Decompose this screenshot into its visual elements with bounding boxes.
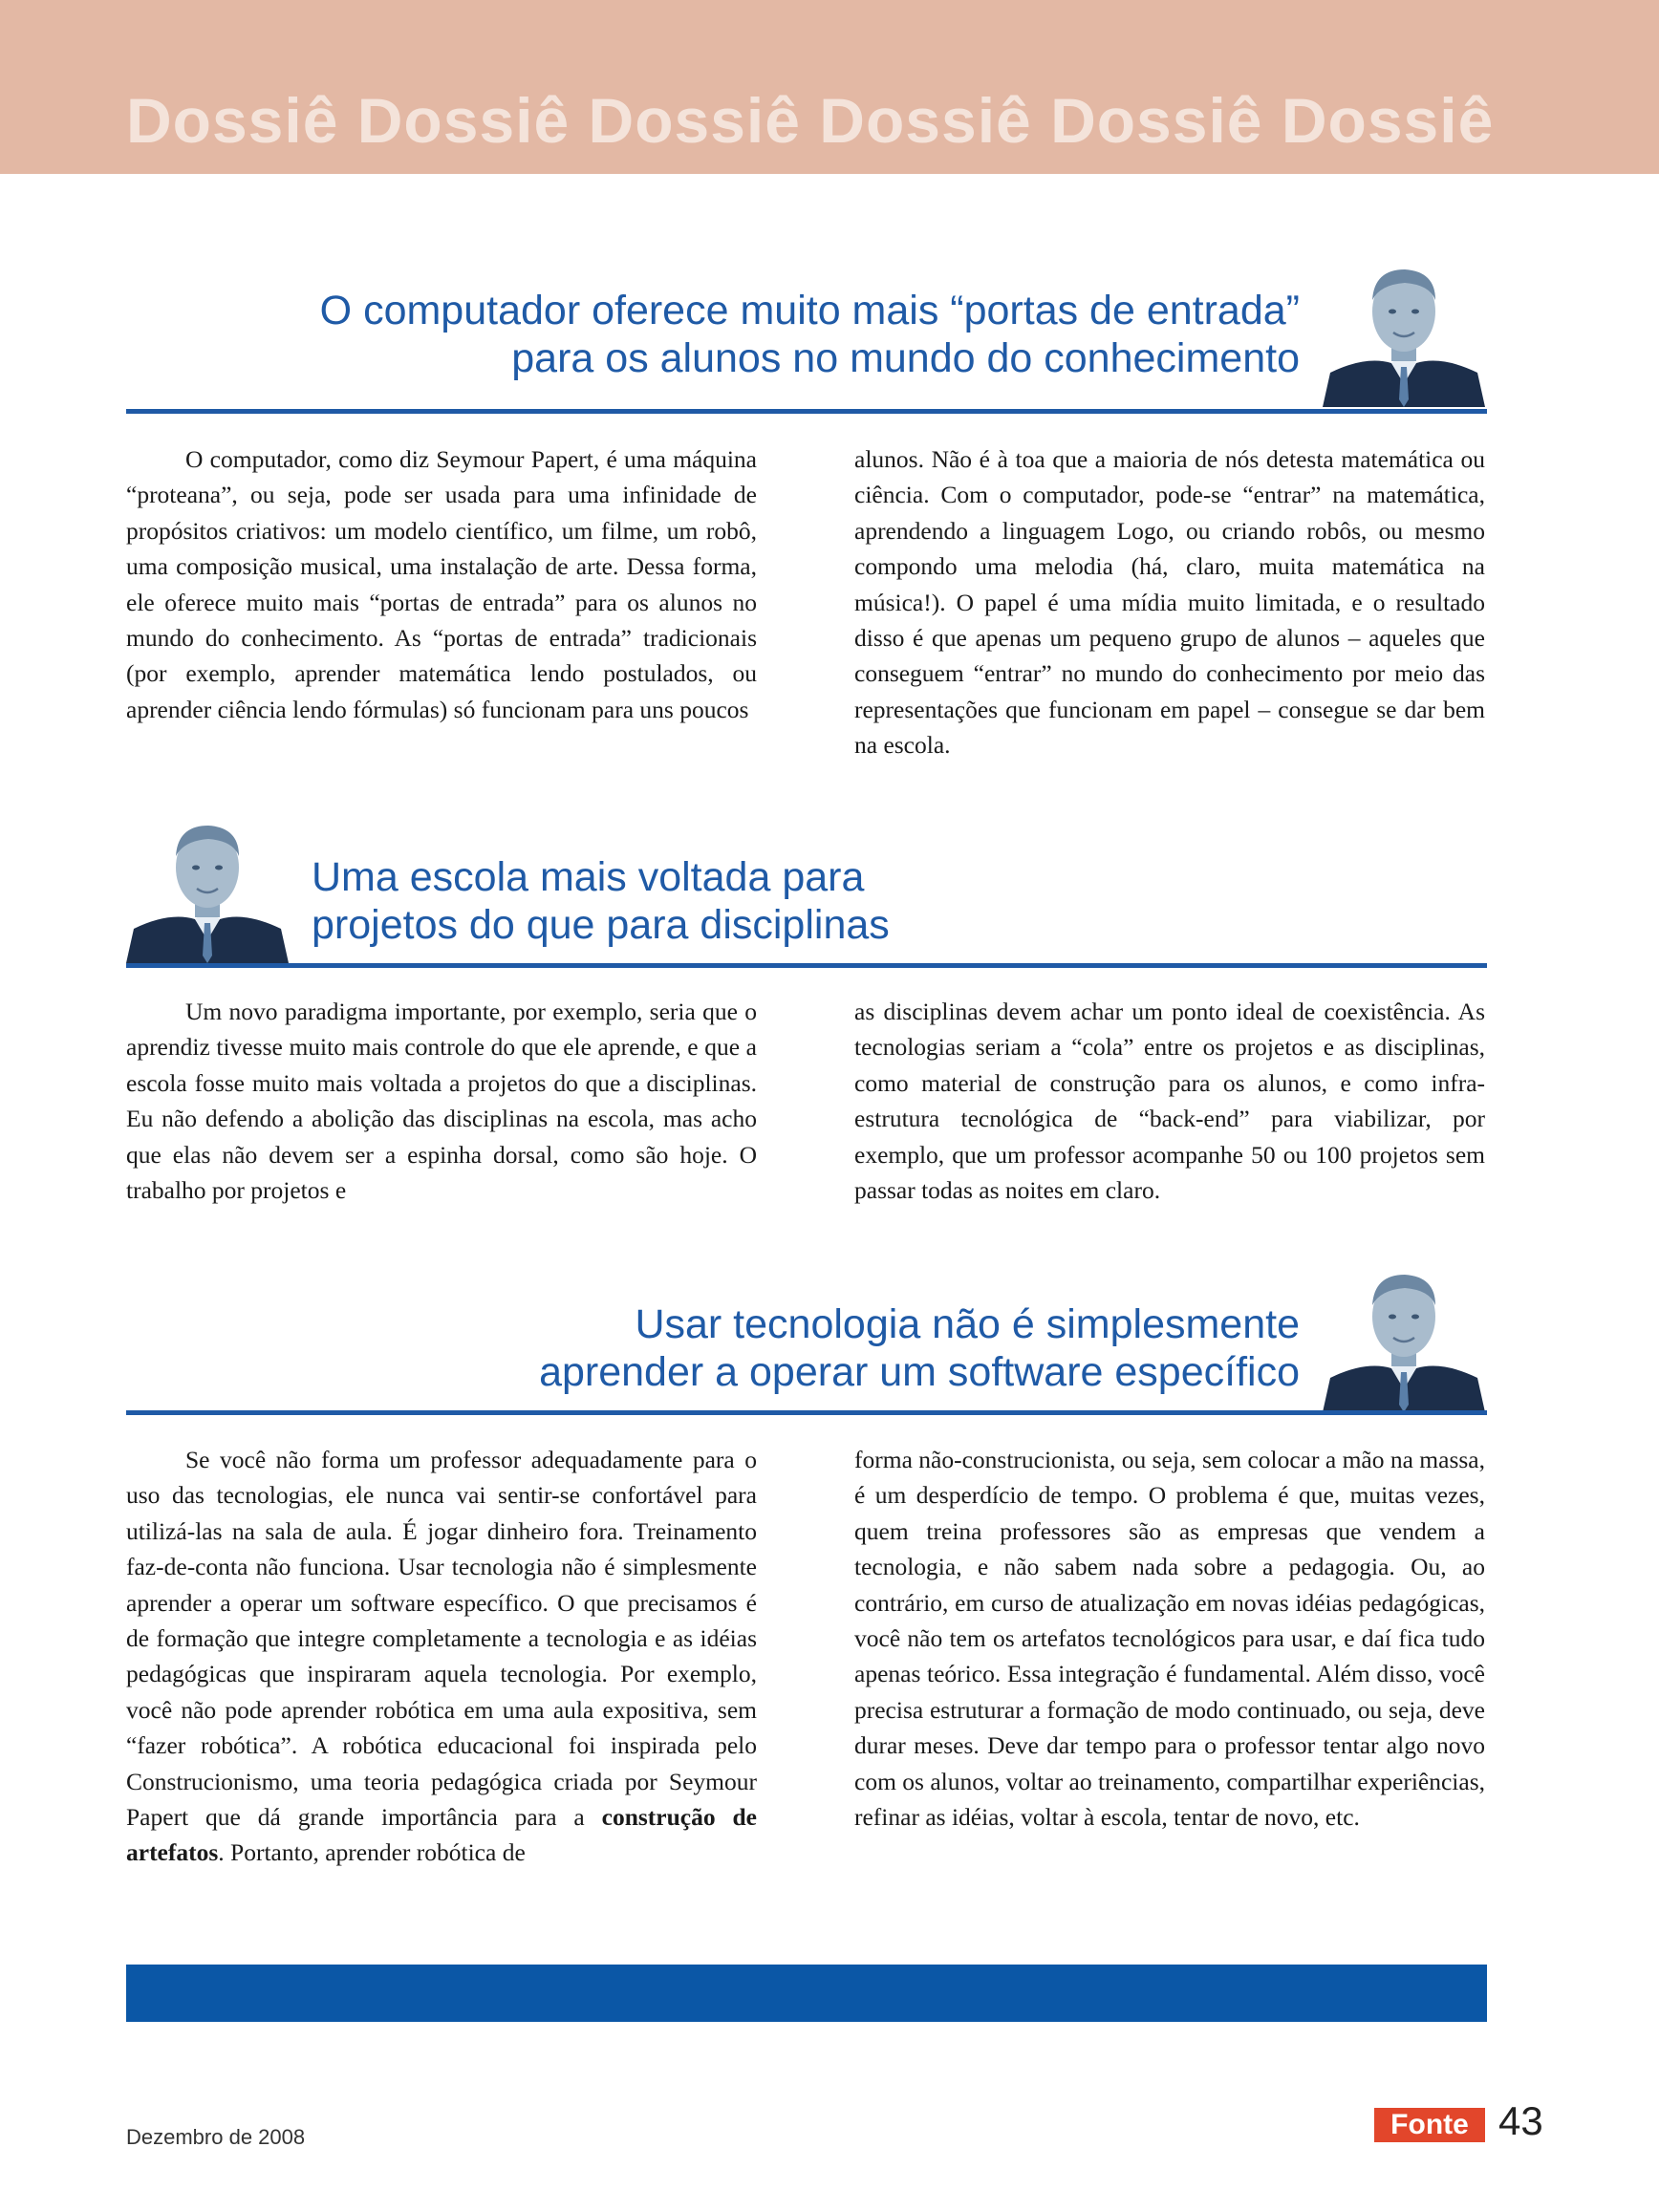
- banner-title: Dossiê Dossiê Dossiê Dossiê Dossiê Dossiê: [126, 85, 1495, 156]
- section-3-divider: [126, 1410, 1487, 1415]
- author-portrait: [1323, 256, 1485, 407]
- section-2-left-column: [126, 994, 757, 1208]
- section-1-divider: [126, 409, 1487, 414]
- bottom-color-bar: [126, 1965, 1487, 2022]
- header-banner: [0, 0, 1659, 174]
- section-1-left-column: [126, 441, 757, 727]
- section-3-right-text: forma não-construcionista, ou seja, sem colocar a mão na massa, é um desperdício de tempo. O problema é que, muitas vezes, quem treina professores são as empresas que vendem a tecnologia, e não sabem nada sobre a pedagogia. Ou, ao contrário, em curso de atualização em novas idéias pedagógicas, você não tem os artefatos tecnológicos para usar, e daí fica tudo apenas teórico. Essa integração é fundamental. Além disso, você precisa estruturar a formação de modo continuado, ou seja, deve durar meses. Deve dar tempo para o professor tentar algo novo com os alunos, voltar ao treinamento, compartilhar experiências, refinar as idéias, voltar à escola, tentar de novo, etc.: [854, 1446, 1485, 1832]
- section-2-headline-line-2: projetos do que para disciplinas: [312, 902, 890, 948]
- section-3-left-text: [126, 1442, 757, 1871]
- section-3-bold-phrase: construção de artefatos: [126, 1803, 757, 1867]
- section-1-left-text: O computador, como diz Seymour Papert, é uma máquina “proteana”, ou seja, pode ser usada para uma infinidade de propósitos criativos: um modelo científico, um filme, um robô, uma composição musical, uma instalação de arte. Dessa forma, ele oferece muito mais “portas de entrada” para os alunos no mundo do conhecimento. As “portas de entrada” tradicionais (por exemplo, aprender matemática lendo postulados, ou aprender ciência lendo fórmulas) só funcionam para uns poucos: [126, 445, 757, 723]
- author-portrait: [126, 812, 289, 963]
- section-3-left-text-part-2: . Portanto, aprender robótica de: [218, 1838, 526, 1867]
- section-3-headline: [191, 1300, 1300, 1396]
- section-1-right-column: [854, 441, 1485, 763]
- author-portrait: [1323, 1261, 1485, 1412]
- fonte-logo: Fonte: [1374, 2108, 1485, 2142]
- section-1-headline-line-2: para os alunos no mundo do conhecimento: [511, 335, 1300, 381]
- page-number: 43: [1498, 2098, 1543, 2143]
- section-3-right-column: [854, 1442, 1485, 1835]
- section-3-left-text-part-1: Se você não forma um professor adequadamente para o uso das tecnologias, ele nunca vai sentir-se confortável para utilizá-las na sala de aula. É jogar dinheiro fora. Treinamento faz-de-conta não funciona. Usar tecnologia não é simplesmente aprender a operar um software específico. O que precisamos é de formação que integre completamente a tecnologia e as idéias pedagógicas que inspiraram aquela tecnologia. Por exemplo, você não pode aprender robótica em uma aula expositiva, sem “fazer robótica”. A robótica educacional foi inspirada pelo Construcionismo, uma teoria pedagógica criada por Seymour Papert que dá grande importância para a: [126, 1446, 757, 1832]
- section-2-left-text: Um novo paradigma importante, por exemplo, seria que o aprendiz tivesse muito mais controle do que ele aprende, e que a escola fosse muito mais voltada a projetos do que a disciplinas. Eu não defendo a abolição das disciplinas na escola, mas acho que elas não devem ser a espinha dorsal, como são hoje. O trabalho por projetos e: [126, 998, 757, 1205]
- section-2-divider: [126, 963, 1487, 968]
- section-2-right-text: as disciplinas devem achar um ponto ideal de coexistência. As tecnologias seriam a “cola” entre os projetos e as disciplinas, como material de construção para os alunos, e como infra-estrutura tecnológica de “back-end” para viabilizar, por exemplo, que um professor acompanhe 50 ou 100 projetos sem passar todas as noites em claro.: [854, 998, 1485, 1205]
- section-3-headline-line-2: aprender a operar um software específico: [539, 1349, 1300, 1395]
- section-1-headline-line-1: O computador oferece muito mais “portas de entrada”: [319, 288, 1300, 333]
- issue-date: Dezembro de 2008: [126, 2125, 306, 2149]
- section-3-left-column: [126, 1442, 757, 1871]
- section-2-right-column: [854, 994, 1485, 1208]
- section-1-right-text: alunos. Não é à toa que a maioria de nós detesta matemática ou ciência. Com o computador, pode-se “entrar” na matemática, aprendendo a linguagem Logo, ou criando robôs, ou mesmo compondo uma melodia (há, claro, muita matemática na música!). O papel é uma mídia muito limitada, e o resultado disso é que apenas um pequeno grupo de alunos – aqueles que conseguem “entrar” no mundo do conhecimento por meio das representações que funcionam em papel – consegue se dar bem na escola.: [854, 445, 1485, 760]
- section-2-headline-line-1: Uma escola mais voltada para: [312, 854, 865, 900]
- section-1-headline: [191, 287, 1300, 382]
- section-2-headline: [312, 853, 1172, 949]
- section-3-headline-line-1: Usar tecnologia não é simplesmente: [635, 1301, 1300, 1347]
